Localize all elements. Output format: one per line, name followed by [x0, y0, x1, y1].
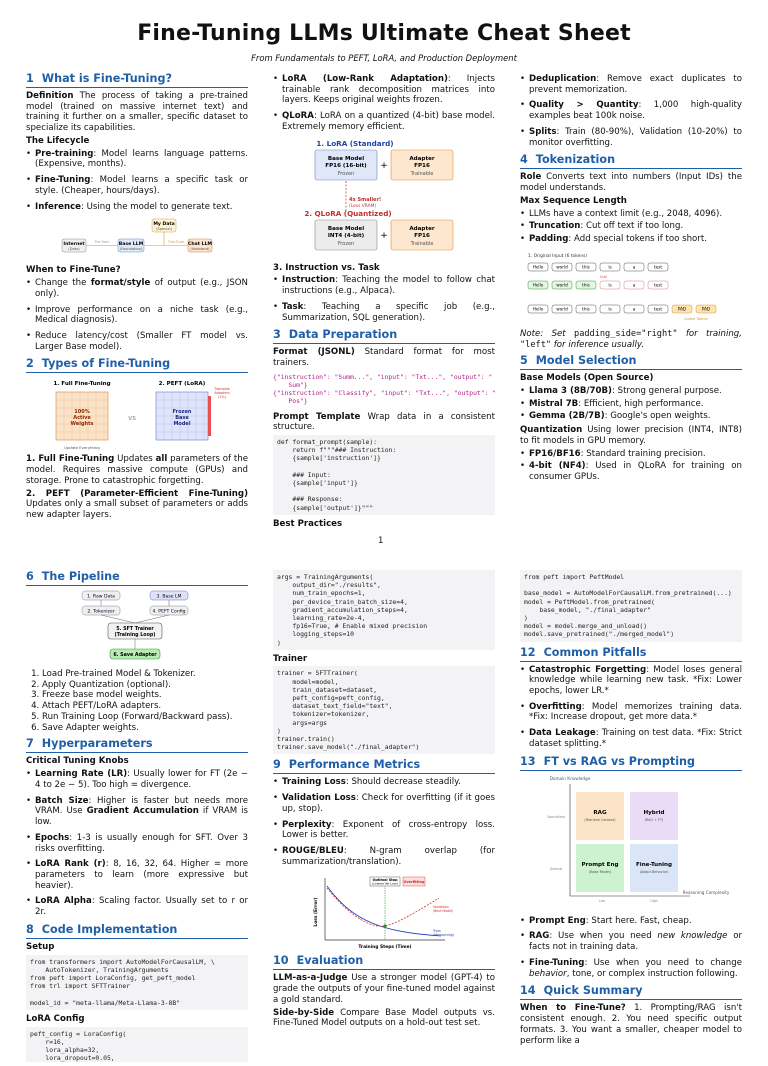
list-item: • LoRA Rank (r): 8, 16, 32, 64. Higher = more parameters to learn (more expressive but heavier). [26, 859, 248, 891]
lora-config-heading: LoRA Config [26, 1013, 85, 1024]
svg-text:2. Tokenizer: 2. Tokenizer [87, 609, 115, 615]
lora-qlora-diagram [273, 138, 495, 260]
loss-curve-diagram [273, 872, 495, 952]
svg-text:1. Full Fine-Tuning: 1. Full Fine-Tuning [53, 381, 111, 388]
svg-text:Trainable: Trainable [410, 170, 434, 177]
svg-text:Frozen: Frozen [337, 240, 355, 247]
full-ft-text: 1. Full Fine-Tuning Updates all parameters of the model. Requires massive compute (GPUs) and storage. Prone to catastrophic forgetting. [26, 454, 248, 486]
svg-text:(1%): (1%) [217, 395, 227, 400]
token-label: Hello [532, 306, 544, 312]
list-item: • Change the format/style of output (e.g., JSON only). [26, 278, 248, 299]
section-heading-14: 14 Quick Summary [520, 984, 742, 1000]
section-heading-9: 9 Performance Metrics [273, 758, 495, 774]
svg-text:Reasoning Complexity: Reasoning Complexity [682, 889, 730, 895]
svg-text:Hybrid: Hybrid [643, 809, 665, 816]
svg-text:Prompt Eng: Prompt Eng [581, 861, 619, 868]
when-list [26, 278, 248, 352]
list-item: 6. Save Adapter weights. [42, 723, 248, 734]
svg-text:Training Steps (Time): Training Steps (Time) [358, 945, 412, 951]
list-item: • ROUGE/BLEU: N-gram overlap (for summarization/translation). [273, 846, 495, 867]
trainer-heading: Trainer [273, 653, 308, 664]
token-label: test [653, 264, 663, 270]
ft-rag-prompt-quadrant [520, 774, 742, 914]
token-label: a [632, 264, 636, 270]
svg-text:1. LoRA (Standard): 1. LoRA (Standard) [316, 138, 394, 148]
svg-text:Base Model: Base Model [327, 155, 365, 162]
definition: Definition The process of taking a pre-trained model (trained on massive internet text) and training it further on a smaller, specific dataset to specialize its capabilities. [26, 91, 248, 134]
training-args-code: args = TrainingArguments( output_dir="./results", num_train_epochs=1, per_device_train_batch_size=4, gradient_accumulation_steps=4, learning_rate=2e-4, fp16=True, # Enable mixed precision logging_steps=10 ) [273, 570, 495, 650]
list-item: • Improve performance on a niche task (e.g., Medical diagnosis). [26, 305, 248, 326]
svg-text:Optimal Stop: Optimal Stop [372, 878, 398, 883]
svg-text:(Lowest Val Loss): (Lowest Val Loss) [372, 882, 398, 887]
lifecycle-list [26, 149, 248, 213]
token-label: world [556, 264, 568, 270]
list-item: • QLoRA: LoRA on a quantized (4-bit) base model. Extremely memory efficient. [273, 111, 495, 132]
list-item: • Fine-Tuning: Model learns a specific task or style. (Cheaper, hours/days). [26, 175, 248, 196]
svg-text:Chat LLM: Chat LLM [188, 242, 212, 248]
svg-text:Frozen: Frozen [337, 170, 355, 177]
list-item: • Splits: Train (80-90%), Validation (10-20%) to monitor overfitting. [520, 127, 742, 148]
svg-text:(Base Model): (Base Model) [588, 869, 612, 874]
svg-text:Trainable: Trainable [214, 387, 230, 392]
svg-text:1. Raw Data: 1. Raw Data [87, 594, 115, 600]
pipeline-diagram [26, 589, 248, 667]
list-item: • Fine-Tuning: Use when you need to change behavior, tone, or complex instruction following. [520, 958, 742, 979]
svg-text:Model: Model [173, 421, 191, 428]
token-label: is [608, 282, 612, 288]
list-item: • Catastrophic Forgetting: Model loses general knowledge while learning new task. *Fix: Lower epochs, lower LR.* [520, 665, 742, 697]
token-label: world [556, 306, 568, 312]
metrics-list [273, 777, 495, 867]
list-item: 3. Freeze base model weights. [42, 690, 248, 701]
best-practices-heading: Best Practices [273, 518, 343, 529]
svg-text:1. Original Input (6 tokens): 1. Original Input (6 tokens) [528, 253, 588, 259]
column-2 [273, 72, 495, 531]
list-item: • Padding: Add special tokens if too short. [520, 234, 742, 245]
svg-text:2. QLoRA (Quantized): 2. QLoRA (Quantized) [304, 208, 392, 218]
svg-text:INT4 (4-bit): INT4 (4-bit) [327, 232, 365, 239]
token-label: this [582, 282, 590, 288]
token-label: test [653, 282, 663, 288]
section-heading-10: 10 Evaluation [273, 954, 495, 970]
svg-text:6. Save Adapter: 6. Save Adapter [113, 653, 157, 658]
instruction-vs-task-heading: 3. Instruction vs. Task [273, 262, 380, 273]
svg-text:Base: Base [175, 415, 189, 422]
tokenization-list [520, 209, 742, 245]
prompt-template-text: Prompt Template Wrap data in a consistent structure. [273, 411, 496, 433]
svg-text:(Adapt Behavior): (Adapt Behavior) [639, 869, 669, 874]
svg-text:(Less VRAM): (Less VRAM) [349, 203, 377, 209]
fine-tuning-types-diagram [26, 376, 248, 454]
lora-config-code: peft_config = LoraConfig( r=16, lora_alpha=32, lora_dropout=0.05, [26, 1027, 248, 1063]
llm-judge-text: LLM-as-a-Judge Use a stronger model (GPT-4) to grade the outputs of your fine-tuned model against a gold standard. [273, 973, 495, 1005]
column-5 [273, 568, 495, 1031]
prompt-template-code: def format_prompt(sample): return f"""### Instruction: {sample['instruction']} ### Input: {sample['input']} ### Response: {sample['output']}""" [273, 435, 495, 515]
lifecycle-diagram [26, 217, 248, 259]
list-item: • LLMs have a context limit (e.g., 2048, 4096). [520, 209, 742, 220]
list-item: • Llama 3 (8B/70B): Strong general purpose. [520, 386, 742, 397]
list-item: • Truncation: Cut off text if too long. [520, 221, 742, 232]
list-item: • Validation Loss: Check for overfitting (if it goes up, stop). [273, 793, 495, 814]
list-item: 2. Apply Quantization (optional). [42, 680, 248, 691]
svg-text:4. PEFT Config: 4. PEFT Config [152, 609, 186, 615]
svg-text:My Data: My Data [153, 222, 175, 228]
token-label: Hello [532, 282, 544, 288]
svg-text:Fine-Tune: Fine-Tune [168, 240, 184, 245]
max-seq-heading: Max Sequence Length [520, 195, 627, 206]
list-item: • Data Leakage: Training on test data. *Fix: Strict dataset splitting.* [520, 728, 742, 749]
svg-text:Low: Low [598, 898, 606, 903]
svg-text:(Retrieve Context): (Retrieve Context) [584, 817, 616, 822]
token-label: is [608, 264, 612, 270]
base-models-list [520, 386, 742, 422]
list-item: • Batch Size: Higher is faster but needs more VRAM. Use Gradient Accumulation if VRAM is low. [26, 796, 248, 828]
list-item: 4. Attach PEFT/LoRA adapters. [42, 701, 248, 712]
best-practices-list [520, 74, 742, 148]
instruction-task-list [273, 275, 495, 323]
tokenization-diagram [520, 249, 742, 329]
list-item: 1. Load Pre-trained Model & Tokenizer. [42, 669, 248, 680]
list-item: • Overfitting: Model memorizes training data. *Fix: Increase dropout, get more data.* [520, 702, 742, 723]
lifecycle-heading: The Lifecycle [26, 135, 90, 146]
trainer-code: trainer = SFTTrainer( model=model, train_dataset=dataset, peft_config=peft_config, dataset_text_field="text", tokenizer=tokenizer, args=args ) trainer.train() trainer.save_model("./final_adapter") [273, 666, 495, 754]
svg-text:Specialized: Specialized [546, 814, 566, 819]
svg-text:100%: 100% [74, 409, 90, 416]
svg-text:Fine-Tuning: Fine-Tuning [635, 861, 673, 868]
list-item: • Task: Teaching a specific job (e.g., Summarization, SQL generation). [273, 302, 495, 323]
merge-code: from peft import PeftModel base_model = AutoModelForCausalLM.from_pretrained(...) model = PeftModel.from_pretrained( base_model, "./final_adapter" ) model = model.merge_and_unload() model.save_pretrained("./merged_model") [520, 570, 742, 642]
list-item: • Pre-training: Model learns language patterns. (Expensive, months). [26, 149, 248, 170]
list-item: 5. Run Training Loop (Forward/Backward pass). [42, 712, 248, 723]
column-3 [520, 72, 742, 486]
ft-rag-prompt-list [520, 916, 742, 980]
page-subtitle: From Fundamentals to PEFT, LoRA, and Production Deployment [251, 53, 517, 63]
list-item: • LoRA Alpha: Scaling factor. Usually set to r or 2r. [26, 896, 248, 917]
knobs-heading: Critical Tuning Knobs [26, 756, 129, 767]
svg-text:Train: Train [433, 929, 441, 934]
setup-heading: Setup [26, 941, 55, 952]
list-item: • RAG: Use when you need new knowledge or facts not in training data. [520, 931, 742, 952]
svg-text:2. PEFT (LoRA): 2. PEFT (LoRA) [158, 381, 206, 388]
token-label: a [632, 306, 636, 312]
peft-text: 2. PEFT (Parameter-Efficient Fine-Tuning) Updates only a small subset of parameters or adds new adapter layers. [26, 488, 248, 521]
svg-text:Loss (Error): Loss (Error) [314, 897, 319, 927]
list-item: • Quality > Quantity: 1,000 high-quality examples beat 100k noise. [520, 100, 742, 121]
list-item: • 4-bit (NF4): Used in QLoRA for training on consumer GPUs. [520, 461, 742, 482]
list-item: • Learning Rate (LR): Usually lower for FT (2e − 4 to 2e − 5). Too high = divergence. [26, 769, 248, 790]
pipeline-steps [42, 669, 248, 733]
svg-text:(Assistant): (Assistant) [190, 247, 210, 252]
svg-text:Adapter: Adapter [409, 155, 435, 162]
svg-text:Overfitting: Overfitting [403, 880, 425, 885]
svg-text:Adapters: Adapters [214, 391, 230, 396]
section-heading-2: 2 Types of Fine-Tuning [26, 357, 248, 373]
page-title: Fine-Tuning LLMs Ultimate Cheat Sheet [137, 21, 631, 46]
quick-summary-text: When to Fine-Tune? 1. Prompting/RAG isn't consistent enough. 2. You need specific output formats. 3. You want a smaller, cheaper model to perform like a [520, 1003, 742, 1046]
svg-text:General: General [549, 866, 563, 871]
list-item: • Training Loss: Should decrease steadily. [273, 777, 495, 788]
column-4 [26, 566, 248, 1066]
svg-text:(Best Model): (Best Model) [433, 909, 454, 914]
list-item: • Inference: Using the model to generate text. [26, 202, 248, 213]
svg-text:High: High [650, 898, 658, 903]
list-item: • Instruction: Teaching the model to follow chat instructions (e.g., Alpaca). [273, 275, 495, 296]
token-label: a [632, 282, 636, 288]
base-models-heading: Base Models (Open Source) [520, 373, 654, 384]
svg-text:Base Model: Base Model [327, 225, 365, 232]
hyperparameter-list [26, 769, 248, 918]
token-label: world [556, 282, 568, 288]
svg-text:FP16: FP16 [414, 162, 430, 169]
svg-text:Active: Active [73, 415, 91, 422]
list-item: • Mistral 7B: Efficient, high performance. [520, 399, 742, 410]
setup-code: from transformers import AutoModelForCausalLM, \ AutoTokenizer, TrainingArguments from peft import LoraConfig, get_peft_model from trl import SFTTrainer model_id = "meta-llama/Meta-Llama-3-8B" [26, 955, 248, 1010]
token-label: Hello [532, 264, 544, 270]
pad-note: Added Tokens [684, 316, 708, 321]
svg-text:FP16: FP16 [414, 232, 430, 239]
section-heading-8: 8 Code Implementation [26, 923, 248, 939]
section-heading-7: 7 Hyperparameters [26, 737, 248, 753]
section-heading-1: 1 What is Fine-Tuning? [26, 72, 248, 88]
list-item: • FP16/BF16: Standard training precision. [520, 449, 742, 460]
truncation-mark: Cut! [600, 274, 608, 279]
token-label: PAD [677, 306, 687, 312]
svg-text:vs: vs [128, 414, 136, 423]
svg-text:RAG: RAG [593, 809, 607, 816]
svg-text:(Data): (Data) [68, 247, 80, 252]
token-label: this [582, 264, 590, 270]
jsonl-example: {"instruction": "Summ...", "input": "Txt...", "output": " Sum"} {"instruction": "Classify", "input": "Txt...", "output": " Pos"} [273, 371, 495, 408]
svg-text:Base LLM: Base LLM [118, 242, 144, 248]
token-label: test [653, 306, 663, 312]
column-1 [26, 68, 248, 523]
page-number: 1 [378, 536, 384, 546]
padding-note: Note: Set padding_side="right" for training, "left" for inference usually. [520, 328, 742, 350]
token-label: PAD [701, 306, 711, 312]
svg-text:FP16 (16-bit): FP16 (16-bit) [325, 162, 367, 169]
svg-text:Pre-Train: Pre-Train [94, 240, 110, 245]
quantization-text: Quantization Using lower precision (INT4, INT8) to fit models in GPU memory. [520, 425, 742, 446]
svg-text:Weights: Weights [70, 421, 94, 428]
svg-text:4x Smaller!: 4x Smaller! [349, 196, 382, 203]
svg-text:Internet: Internet [63, 242, 85, 248]
list-item: • LoRA (Low-Rank Adaptation): Injects trainable rank decomposition matrices into layers. Keeps original weights frozen. [273, 74, 495, 106]
svg-text:Trainable: Trainable [410, 240, 434, 247]
svg-text:Domain Knowledge: Domain Knowledge [549, 775, 591, 781]
svg-text:Frozen: Frozen [172, 409, 192, 416]
format-text: Format (JSONL) Standard format for most trainers. [273, 347, 495, 369]
list-item: • Gemma (2B/7B): Google's open weights. [520, 411, 742, 422]
section-heading-12: 12 Common Pitfalls [520, 646, 742, 662]
svg-text:+: + [380, 160, 388, 171]
svg-text:(Training Loop): (Training Loop) [114, 633, 156, 638]
role-text: Role Converts text into numbers (Input IDs) the model understands. [520, 172, 742, 194]
pitfalls-list [520, 665, 742, 750]
svg-text:(Special): (Special) [156, 227, 172, 232]
section-heading-4: 4 Tokenization [520, 153, 742, 169]
when-heading: When to Fine-Tune? [26, 265, 121, 276]
list-item: • Deduplication: Remove exact duplicates to prevent memorization. [520, 74, 742, 95]
svg-text:3. Base LM: 3. Base LM [156, 594, 182, 600]
peft-methods-list [273, 74, 495, 133]
side-by-side-text: Side-by-Side Compare Base Model outputs vs. Fine-Tuned Model outputs on a hold-out test set. [273, 1007, 495, 1029]
token-label: this [582, 306, 590, 312]
svg-text:(RAG + FT): (RAG + FT) [644, 817, 664, 822]
section-heading-3: 3 Data Preparation [273, 328, 495, 344]
list-item: • Reduce latency/cost (Smaller FT model vs. Larger Base model). [26, 331, 248, 352]
svg-text:(Foundation): (Foundation) [119, 247, 143, 252]
token-label: is [608, 306, 612, 312]
svg-text:Update Everything: Update Everything [64, 445, 100, 451]
svg-text:5. SFT Trainer: 5. SFT Trainer [116, 627, 154, 632]
svg-text:+: + [380, 230, 388, 241]
list-item: • Epochs: 1-3 is usually enough for SFT. Over 3 risks overfitting. [26, 833, 248, 854]
svg-text:(Memorizing): (Memorizing) [433, 933, 455, 938]
list-item: • Prompt Eng: Start here. Fast, cheap. [520, 916, 742, 927]
quantization-list [520, 449, 742, 483]
svg-text:Validation: Validation [433, 905, 449, 910]
svg-text:Adapter: Adapter [409, 225, 435, 232]
section-heading-5: 5 Model Selection [520, 354, 742, 370]
column-6 [520, 568, 742, 1048]
list-item: • Perplexity: Exponent of cross-entropy loss. Lower is better. [273, 820, 495, 841]
section-heading-6: 6 The Pipeline [26, 570, 248, 586]
section-heading-13: 13 FT vs RAG vs Prompting [520, 755, 742, 771]
